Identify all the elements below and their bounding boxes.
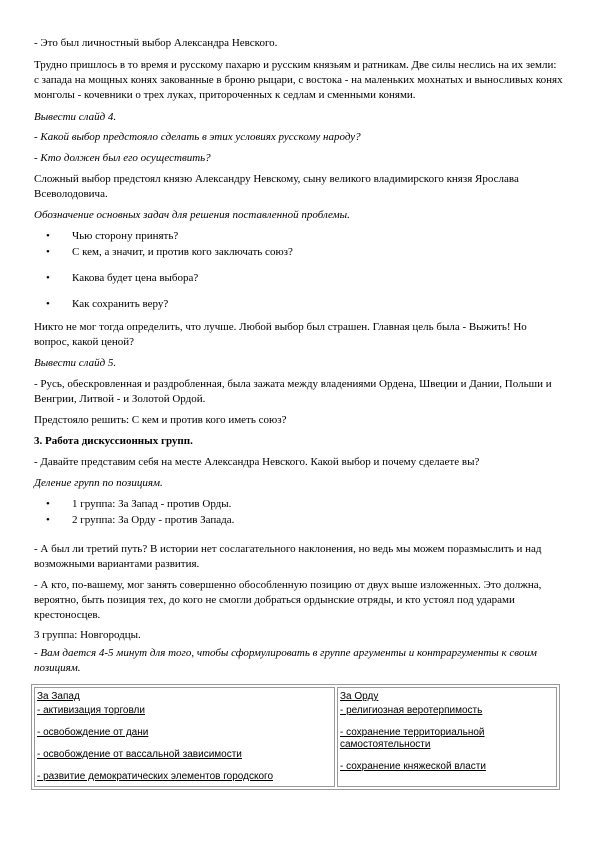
list-item: • 1 группа: За Запад - против Орды. [46, 498, 232, 510]
bullet-glyph: • [46, 246, 50, 258]
paragraph-rus: - Русь, обескровленная и раздробленная, была зажата между владениями Ордена, Швеции и Дании, Польши и Венгрии, Литвой - и Золотой Ордой. [34, 378, 552, 405]
bullet-glyph: • [46, 498, 50, 510]
bullet-glyph: • [46, 514, 50, 526]
paragraph-choice: - Это был личностный выбор Александра Невского. [34, 37, 278, 49]
list-item: • С кем, а значит, и против кого заключать союз? [46, 246, 293, 258]
table-cell-item: - сохранение территориальной самостоятельности [340, 727, 485, 750]
paragraph-third-way: - А был ли третий путь? В истории нет сослагательного наклонения, но ведь мы можем поразмыслить и над возможными вариантами развития. [34, 543, 542, 570]
group-list [46, 497, 546, 528]
paragraph-question-who: - Кто должен был его осуществить? [34, 152, 211, 164]
section-heading: 3. Работа дискуссионных групп. [34, 435, 193, 447]
paragraph-slide-5: Вывести слайд 5. [34, 357, 117, 369]
arguments-table [31, 684, 560, 790]
task-list [46, 229, 546, 312]
paragraph-nevsky: Сложный выбор предстоял князю Александру Невскому, сыну великого владимирского князя Ярослава Всеволодовича. [34, 173, 519, 200]
paragraph-tasks: Обозначение основных задач для решения поставленной проблемы. [34, 209, 350, 221]
paragraph-survive: Никто не мог тогда определить, что лучше. Любой выбор был страшен. Главная цель была - Выжить! Но вопрос, какой ценой? [34, 321, 527, 348]
table-cell-item: - религиозная веротерпимость [340, 705, 483, 716]
bullet-glyph: • [46, 272, 50, 284]
horde-column [337, 687, 557, 787]
list-item: • Как сохранить веру? [46, 298, 169, 310]
paragraph-instructions: - Вам дается 4-5 минут для того, чтобы сформулировать в группе аргументы и контраргументы к своим позициям. [34, 647, 537, 674]
table-cell-item: - сохранение княжеской власти [340, 761, 486, 772]
paragraph-groups: Деление групп по позициям. [34, 477, 163, 489]
list-item: • 2 группа: За Орду - против Запада. [46, 514, 235, 526]
paragraph-imagine: - Давайте представим себя на месте Александра Невского. Какой выбор и почему сделаете вы? [34, 456, 480, 468]
bullet-glyph: • [46, 230, 50, 242]
table-cell-item: - активизация торговли [37, 705, 145, 716]
horde-header: За Орду [340, 691, 379, 702]
paragraph-question-choice: - Какой выбор предстояло сделать в этих условиях русскому народу? [34, 131, 361, 143]
list-item: • Чью сторону принять? [46, 230, 179, 242]
paragraph-alliance: Предстояло решить: С кем и против кого иметь союз? [34, 414, 287, 426]
table-cell-item: - освобождение от вассальной зависимости [37, 749, 242, 760]
paragraph-isolated: - А кто, по-вашему, мог занять совершенно обособленную позицию от двух выше изложенных. Это должна, вероятно, быть позиция тех, до кого не смогли добраться ордынские отряды, и кто устоял под ударами крестоносцев. [34, 579, 542, 621]
bullet-glyph: • [46, 298, 50, 310]
paragraph-slide-4: Вывести слайд 4. [34, 111, 117, 123]
table-cell-item: - освобождение от дани [37, 727, 149, 738]
west-column [34, 687, 335, 787]
paragraph-hard-times: Трудно пришлось в то время и русскому пахарю и русским князьям и ратникам. Две силы неслись на их земли: с запада на мощных конях закованные в броню рыцари, с востока - на маленьких мохнатых и выносливых конях монголы - кочевники о трех луках, притороченных к седлам и сменными конями. [34, 59, 563, 101]
paragraph-group-3: 3 группа: Новгородцы. [34, 629, 141, 641]
west-header: За Запад [37, 691, 80, 702]
table-cell-item: - развитие демократических элементов городского [37, 771, 274, 782]
list-item: • Какова будет цена выбора? [46, 272, 199, 284]
